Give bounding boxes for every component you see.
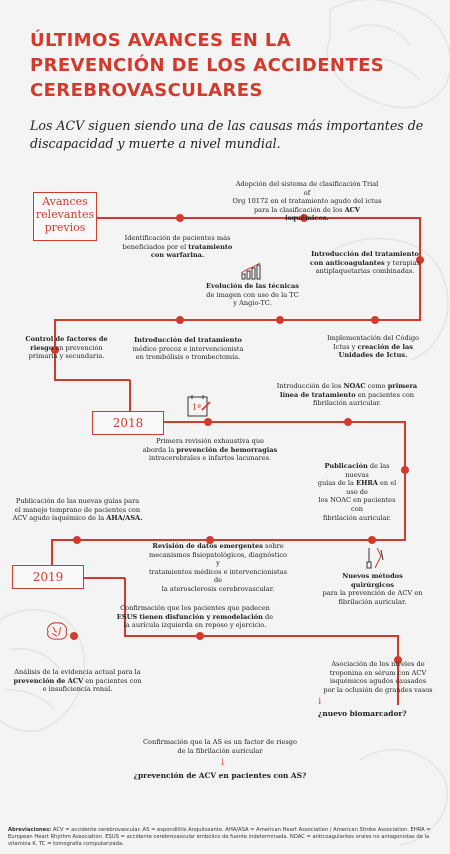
note-line: Análisis de la evidencia actual para la [14,668,141,676]
question-biomarker: ¿nuevo biomarcador? [318,709,407,718]
note-aha-asa [10,497,145,523]
note-line: primaria y secundaria. [28,352,105,361]
abbreviations-text: ACV = accidente cerebrovascular. AS = espondilitis Anquilosante. AHA/ASA = American Heart Association / American Stroke Association. EHRA = European Heart Rhythm Association. ESUS = accidente cerebrovascular embólico de fuente indeterminada. NOAC = anticoagulantes orales no antagonistas de la vitamina K. TC = tomografía computarizada. [8,827,431,847]
note-line: fibrilación auricular. [323,513,391,522]
timeline-dot [344,418,352,426]
note-ehra [312,462,402,522]
note-line: médico precoz e intervencionista [132,344,244,353]
note-line: Primera revisión exhaustiva que [155,437,265,445]
start-box [33,192,97,241]
timeline-dot [176,316,184,324]
note-line: Identificación de pacientes más [124,234,231,242]
start-box-line: previos [44,221,86,234]
timeline-dot [204,418,212,426]
note-renal [10,668,145,694]
timeline-dot [368,536,376,544]
note-line: beneficiados por el tratamiento [122,242,233,251]
note-line: para la clasificación de los ACV isquémicos. [253,205,361,223]
note-line: para la prevención de ACV en [322,589,423,598]
note-line: intracerebrales e infartos lacunares. [148,454,272,463]
title-line-3: CEREBROVASCULARES [30,80,263,101]
note-line: mecanismos fisiopatológicos, diagnóstico y [148,550,287,568]
abbreviations-footer [8,827,444,848]
note-line: el manejo temprano de pacientes con [14,505,141,514]
note-hemorrhage [140,437,280,463]
note-line: Publicación de las nuevas [324,462,390,479]
note-risk-factors [14,335,119,361]
calendar-icon [186,394,212,418]
note-line: en trombólisis o trombectomía. [135,353,241,362]
note-line: los NOAC en pacientes con [318,496,396,513]
note-imaging [200,282,305,308]
note-troponin [318,660,438,694]
brain-icon [44,620,70,642]
note-classification [232,180,382,223]
timeline-dot [276,316,284,324]
note-line: Unidades de Ictus. [338,351,408,360]
title-line-1: ÚLTIMOS AVANCES EN LA [30,30,292,51]
timeline-dot [73,536,81,544]
note-line: fibrilación auricular. [338,597,407,606]
page-subtitle: Los ACV siguen siendo una de las causas más importantes de discapacidad y muerte a nivel mundial. [30,118,424,151]
note-line: guías de la EHRA en el uso de [317,479,397,496]
timeline-dot [371,316,379,324]
note-line: Introducción del tratamiento [134,336,242,344]
timeline-dot [70,632,78,640]
note-line: Control de factores de [25,335,108,343]
note-line: ACV agudo isquémico de la AHA/ASA. [12,514,143,523]
surgical-tools-icon [365,546,385,570]
note-line: ESUS tienen disfunción y remodelación de [116,612,274,621]
note-esus [110,604,280,630]
note-line: Confirmación que la AS es un factor de riesgo [143,738,297,746]
note-line: Adopción del sistema de clasificación Trial of [235,180,379,197]
timeline-dot [401,466,409,474]
note-line: Introducción del tratamiento [311,250,419,258]
note-line: y Angio-TC. [233,299,272,308]
note-line: Nuevos métodos quirúrgicos [342,572,403,589]
note-line: Ictus y creación de las [332,342,414,351]
note-noac-first-line [272,382,422,408]
question-as-prevention: ¿prevención de ACV en pacientes con AS? [133,771,307,780]
timeline-dot [176,214,184,222]
note-anticoagulants [300,250,430,276]
note-line: tratamientos médicos e intervencionistas de [149,567,287,585]
note-line: riesgo en prevención [30,343,103,352]
note-line: por la oclusión de grandes vasos [323,685,433,694]
note-line: Evolución de las técnicas [205,282,299,290]
down-arrow-icon: ↓ [316,697,324,707]
abbreviations-label: Abreviaciones: [8,827,52,833]
note-stroke-code [318,334,428,360]
note-line: Publicación de las nuevas guías para [15,497,140,505]
note-line: antiplaquetarias combinadas. [315,267,415,276]
note-line: línea de tratamiento en pacientes con [279,390,415,399]
note-line: aborda la prevención de hemorragias [142,445,278,454]
timeline-row-2 [55,260,420,380]
bar-chart-icon [240,262,262,280]
note-line: la aterosclerosis cerebrovascular. [161,584,275,593]
year-2018-box: 2018 [92,411,164,435]
note-line: Asociación de los niveles de [331,660,425,668]
note-line: fibrilación auricular. [313,399,381,408]
note-line: prevención de ACV en pacientes con [13,676,142,685]
note-line: Revisión de datos emergentes sobre [152,542,284,550]
note-line: Implementación del Código [326,334,420,342]
note-line: con anticoagulantes y terapias [310,258,420,267]
note-line: de imagen con uso de la TC [206,290,299,299]
start-box-line: relevantes [35,208,95,221]
note-line: con warfarina. [150,251,205,260]
note-line: isquémicos agudos causados [329,677,427,686]
note-line: e insuficiencia renal. [42,685,113,694]
timeline-dot [196,632,204,640]
note-line: Org 10172 en el tratamiento agudo del ictus [232,197,382,206]
year-2019-box: 2019 [12,565,84,589]
start-box-line: Avances [42,195,88,208]
note-atherosclerosis [148,542,288,594]
note-line: de la fibrilación auricular [177,746,263,755]
calendar-badge: 1ª [192,403,201,412]
note-early-treatment [128,336,248,362]
note-warfarin [120,234,235,260]
note-as-risk [120,738,320,755]
note-line: Confirmación que los pacientes que padecen [120,604,270,612]
note-line: troponina en sérum con ACV [329,668,427,677]
down-arrow-icon: ↓ [219,758,227,768]
note-surgical [320,572,425,606]
note-line: la aurícula izquierda en reposo y ejercicio. [123,621,267,630]
title-line-2: PREVENCIÓN DE LOS ACCIDENTES [30,55,385,76]
note-line: Introducción de los NOAC como primera [276,382,418,390]
